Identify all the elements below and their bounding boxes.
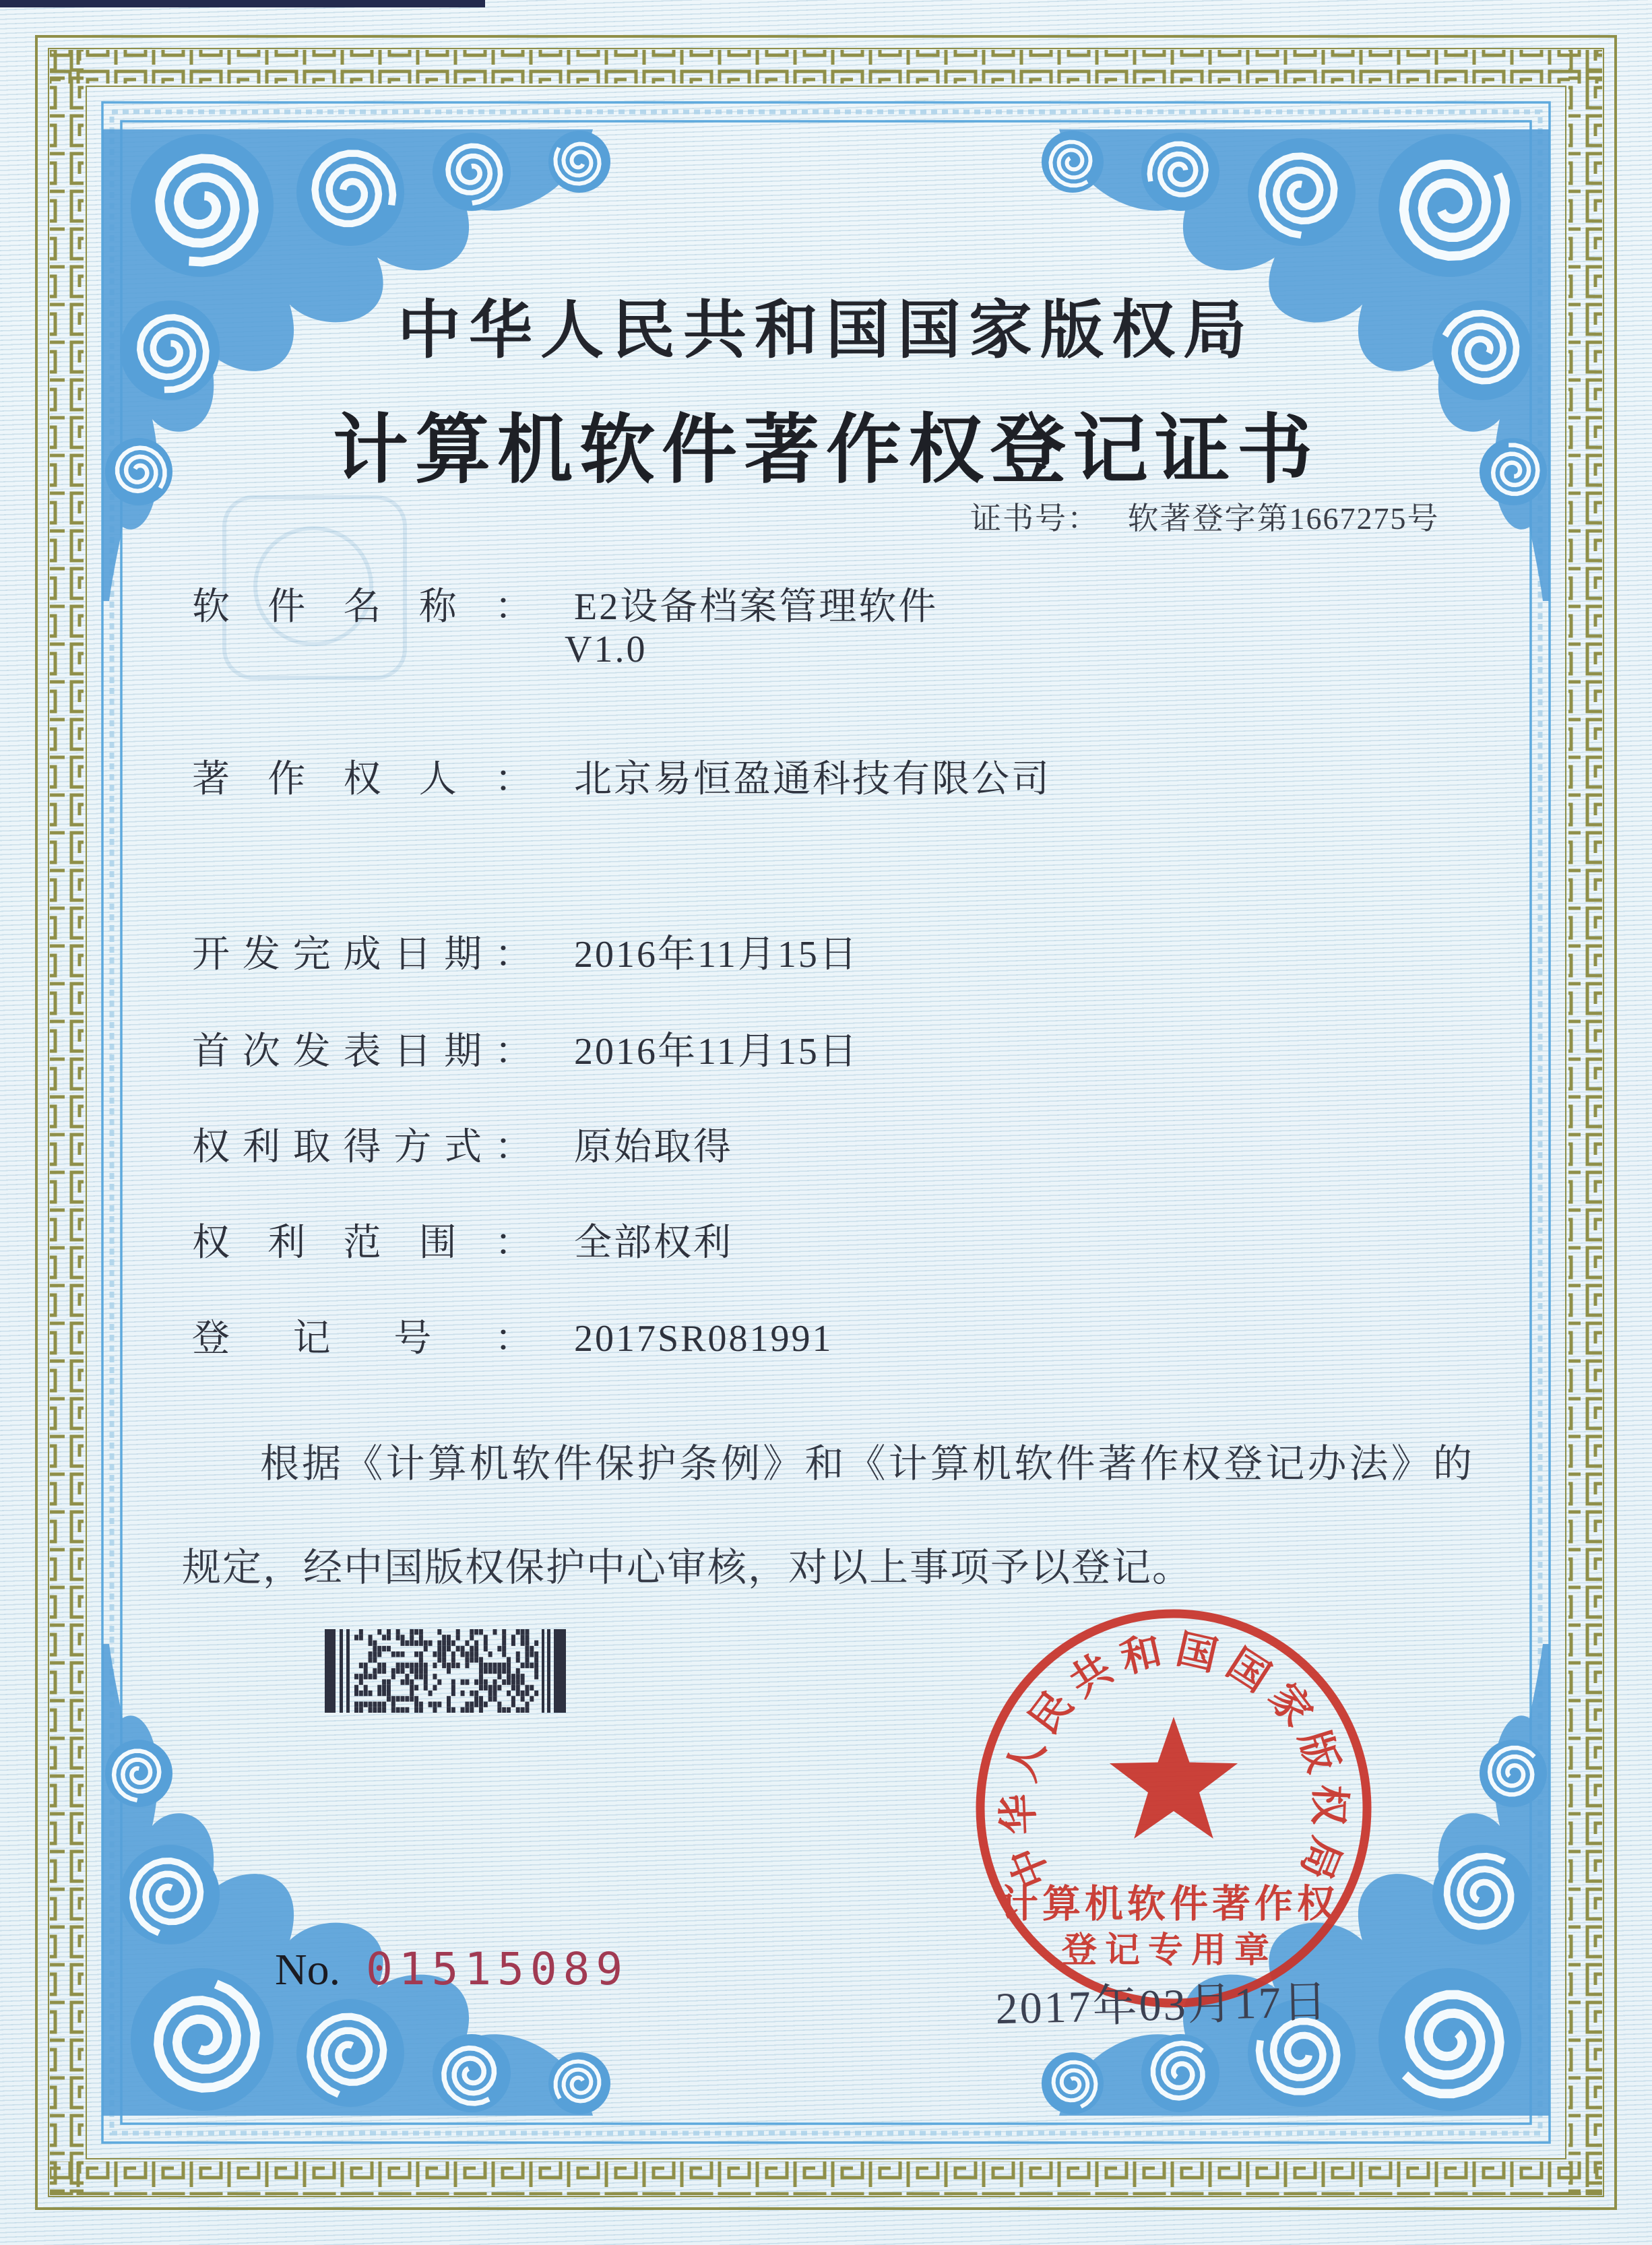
statement-line-1: 根据《计算机软件保护条例》和《计算机软件著作权登记办法》的 bbox=[260, 1442, 1472, 1486]
field-value: 北京易恒盈通科技有限公司 bbox=[574, 759, 1051, 800]
certificate-number-value: 软著登字第1667275号 bbox=[1127, 501, 1440, 536]
field-value: 2016年11月15日 bbox=[574, 934, 859, 976]
field-label: 登记号： bbox=[192, 1318, 532, 1360]
certificate-number-label: 证书号： bbox=[970, 501, 1100, 536]
field-label: 著作权人： bbox=[192, 759, 532, 800]
field-value: 全部权利 bbox=[574, 1222, 733, 1264]
field-software-version: V1.0 bbox=[565, 629, 647, 670]
seal-ring-text: 中华人民共和国国家版权局 bbox=[995, 1626, 1352, 1895]
issuer-title: 中华人民共和国国家版权局 bbox=[397, 296, 1254, 366]
seal-text-line1: 计算机软件著作权 bbox=[1000, 1883, 1339, 1926]
serial-number bbox=[275, 1943, 629, 1996]
seal-star-icon bbox=[1110, 1717, 1238, 1839]
field-label: 权利取得方式： bbox=[192, 1127, 532, 1168]
field-label: 软件名称： bbox=[192, 586, 532, 628]
serial-prefix: No. bbox=[275, 1945, 341, 1994]
certificate-title: 计算机软件著作权登记证书 bbox=[333, 409, 1319, 493]
seal-text-line2: 登记专用章 bbox=[1061, 1932, 1278, 1970]
field-value: 2017SR081991 bbox=[574, 1318, 833, 1360]
field-label: 首次发表日期： bbox=[192, 1031, 532, 1073]
statement-line-2: 规定，经中国版权保护中心审核，对以上事项予以登记。 bbox=[182, 1546, 1193, 1589]
field-value: E2设备档案管理软件 bbox=[574, 586, 939, 628]
field-value: 原始取得 bbox=[574, 1127, 733, 1168]
field-value: 2016年11月15日 bbox=[574, 1031, 859, 1073]
field-label: 开发完成日期： bbox=[192, 934, 532, 976]
serial-value: 01515089 bbox=[366, 1943, 629, 1995]
seal-date: 2017年03月17日 bbox=[994, 1977, 1330, 2034]
field-label: 权利范围： bbox=[192, 1222, 532, 1264]
